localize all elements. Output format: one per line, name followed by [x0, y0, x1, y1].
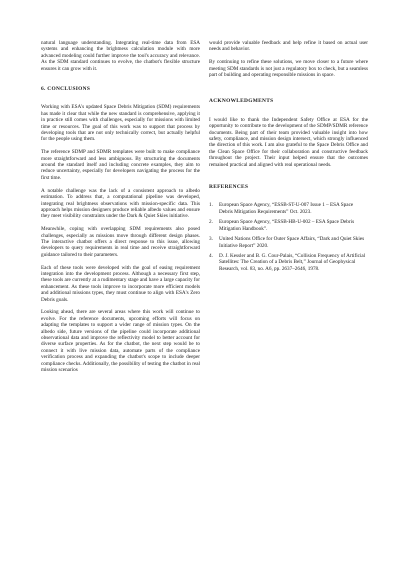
reference-number: 1.: [209, 202, 213, 209]
right-column: [209, 40, 368, 276]
conclusion-paragraph: A notable challenge was the lack of a consistent approach to albedo estimation. To address that, a computational pipeline was developed, integrating real brightness observations with mission-specific data. This approach helps mission designers produce reliable albedo values and ensure they meet visibility constraints under the Dark & Quiet Skies initiative.: [41, 187, 200, 220]
conclusion-paragraph: Meanwhile, coping with overlapping SDM requirements also posed challenges, especially as missions move through different design phases. The interactive chatbot offers a direct response to this issue, allowing developers to query requirements in real time and receive straightforward guidance tailored to their parameters.: [41, 226, 200, 258]
reference-text: United Nations Office for Outer Space Affairs, “Dark and Quiet Skies Initiative Report” 2020.: [219, 236, 365, 249]
conclusion-paragraph: Each of these tools were developed with the goal of easing requirement integration into the development process. Although a necessary first step, these tools are currently at a rudimentary stage and have a large capacity for enhancement. As these tools improve to incorporate more efficient models and additional missions types, they must continue to align with ESA's Zero Debris goals.: [41, 264, 200, 303]
reference-number: 2.: [209, 219, 213, 226]
watermark: ​: [127, 294, 172, 372]
left-column: [41, 40, 200, 380]
reference-item: [209, 219, 368, 232]
section-title-references: REFERENCES: [209, 184, 249, 191]
reference-text: European Space Agency, “ESSB-ST-U-007 Issue 1 – ESA Space Debris Mitigation Requirements” Oct. 2023.: [219, 202, 354, 215]
reference-number: 3.: [209, 236, 213, 243]
conclusion-paragraph: Looking ahead, there are several areas where this work will continue to evolve. For the reference documents, upcoming efforts will focus on adapting the templates to support a wider range of mission types. On the albedo side, future versions of the pipeline could incorporate additional observational data and improve the reflectivity model to better account for diverse surface properties. As for the chatbot, the next step would be to connect it with live mission data, automate parts of the compliance verification process and expanding the chatbot's scope to include deeper compliance checks. Additionally, the possibility of testing the chatbot in real mission scenarios: [41, 309, 200, 374]
reference-item: [209, 253, 368, 272]
acknowledgments-text: I would like to thank the Independent Safety Office at ESA for the opportunity to contribute to the development of the SDMP/SDMR reference documents. Being part of their team provided valuable insight into how safety, compliance, and mission design intersect, which strongly influenced the direction of this work. I am also grateful to the Space Debris Office and the Clean Space Office for their collaboration and constructive feedback throughout the project. Their input helped ensure that the outcomes remained practical and aligned with real operational needs.: [209, 116, 368, 168]
intro-paragraph: natural language understanding. Integrating real-time data from ESA systems and enhancing the brightness calculation module with more advanced modeling could further improve the tool's accuracy and relevance. As the SDM standard continues to evolve, the chatbot's flexible structure ensures it can grow with it.: [41, 40, 200, 72]
section-title-acknowledgments: ACKNOWLEDGMENTS: [209, 98, 274, 105]
reference-list: [209, 202, 368, 272]
section-title-conclusions: 6. CONCLUSIONS: [41, 86, 91, 93]
conclusion-paragraph: The reference SDMP and SDMR templates were built to make compliance more straightforward and less ambiguous. By structuring the documents around the standard itself and including concrete examples, they aim to reduce uncertainty, especially for developers navigating the process for the first time.: [41, 149, 200, 181]
conclusion-paragraph: Working with ESA's updated Space Debris Mitigation (SDM) requirements has made it clear that while the new standard is comprehensive, applying it in practice still comes with challenges, especially for missions with limited time or resources. The goal of this work was to support that process by developing tools that are not only technically correct, but actually helpful for the people using them.: [41, 104, 200, 143]
reference-text: D. J. Kessler and B. G. Cour-Palais, “Collision Frequency of Artificial Satellites: The Creation of a Debris Belt,” Journal of Geophysical Research, vol. 83, no. A6, pp. 2637–2646, 1978.: [219, 252, 366, 272]
reference-item: [209, 236, 368, 249]
reference-number: 4.: [209, 252, 213, 259]
continued-paragraph: would provide valuable feedback and help refine it based on actual user needs and behavior.: [209, 40, 368, 53]
reference-text: European Space Agency, “ESSB-HB-U-002 – ESA Space Debris Mitigation Handbook”.: [219, 219, 355, 232]
reference-item: [209, 202, 368, 215]
closing-paragraph: By continuing to refine these solutions, we move closer to a future where meeting SDM standards is not just a regulatory box to check, but a seamless part of building and operating responsible missions in space.: [209, 59, 368, 79]
